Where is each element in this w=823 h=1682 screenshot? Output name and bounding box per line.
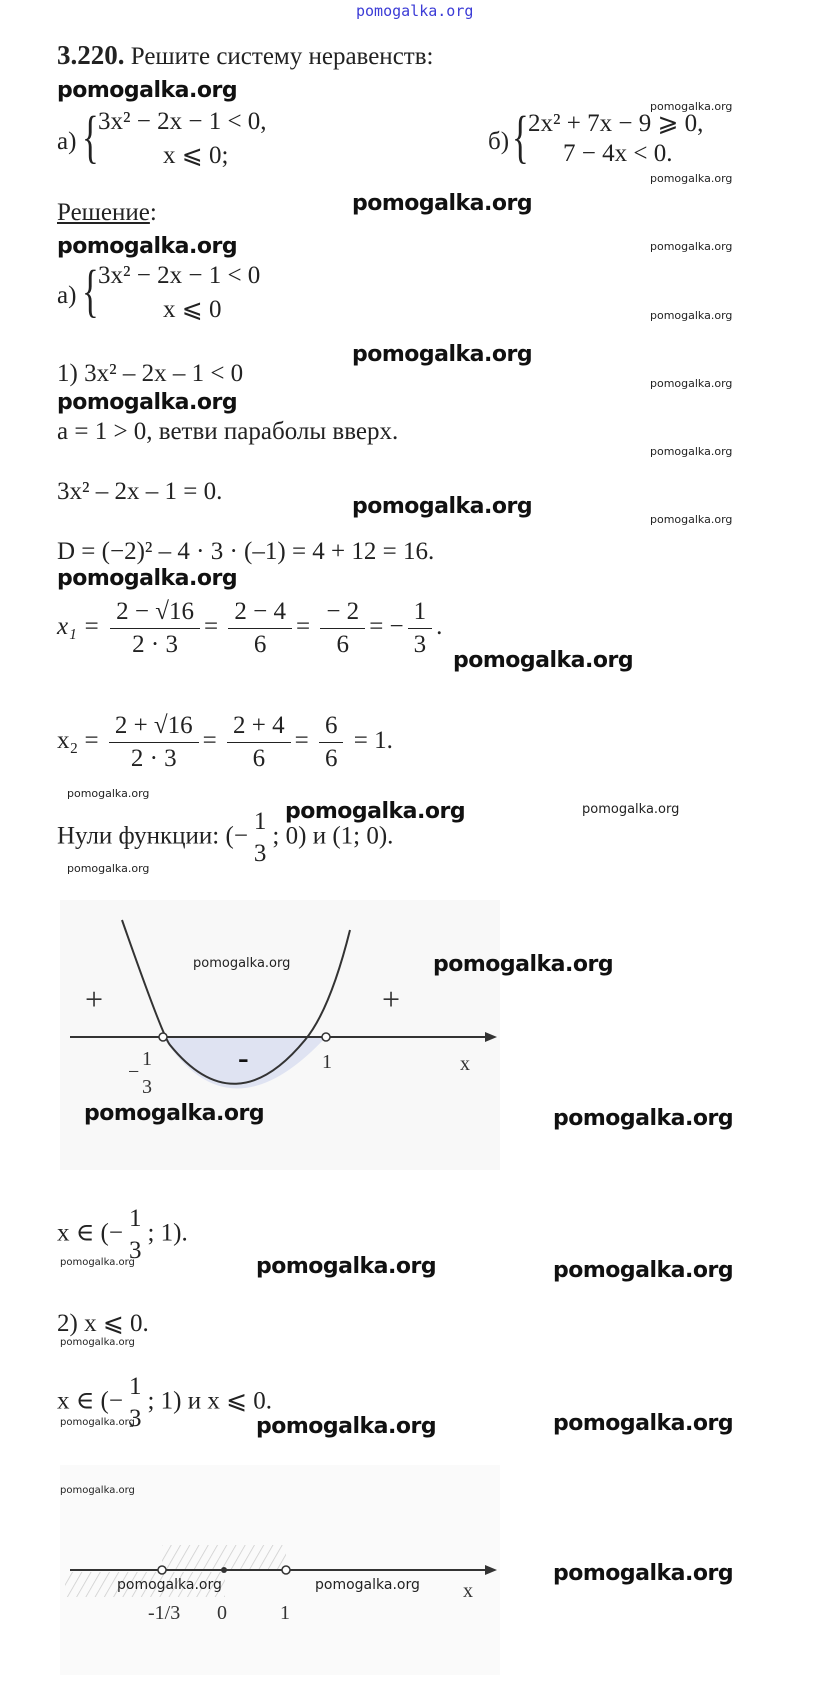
- denominator: 6: [336, 631, 349, 658]
- system-b-line2: 7 − 4x < 0.: [563, 140, 673, 167]
- numerator: 2 + 4: [227, 712, 291, 743]
- x1-end: .: [436, 613, 443, 641]
- system-a-label: а): [57, 128, 77, 155]
- tick-label-neg: -1/3: [148, 1602, 181, 1624]
- watermark: pomogalka.org: [352, 342, 533, 367]
- denominator: 3: [253, 840, 267, 867]
- watermark: pomogalka.org: [315, 1577, 420, 1593]
- filled-point: [221, 1567, 227, 1573]
- x1-lhs: x₁ =: [57, 613, 100, 641]
- watermark: pomogalka.org: [57, 390, 238, 415]
- denominator: 3: [128, 1405, 142, 1432]
- discriminant: D = (−2)² – 4 · 3 · (–1) = 4 + 12 = 16.: [57, 538, 435, 565]
- solution-heading-text: Решение: [57, 199, 150, 226]
- denominator: 6: [253, 631, 267, 658]
- axis-label: x: [463, 1580, 473, 1602]
- watermark: pomogalka.org: [84, 1101, 265, 1126]
- x2-lhs: x₂ =: [57, 727, 99, 755]
- watermark: pomogalka.org: [650, 309, 733, 322]
- watermark: pomogalka.org: [60, 1257, 135, 1268]
- system-a-line2: x ⩽ 0;: [163, 142, 229, 169]
- brace-icon: {: [82, 104, 99, 169]
- numerator: 2 − √16: [110, 598, 200, 629]
- watermark: pomogalka.org: [553, 1258, 734, 1283]
- parabola-graph: [60, 900, 500, 1170]
- watermark: pomogalka.org: [285, 799, 466, 824]
- watermark: pomogalka.org: [57, 566, 238, 591]
- numerator: − 2: [320, 598, 365, 629]
- hatch-interval-1: [162, 1545, 286, 1570]
- watermark: pomogalka.org: [582, 802, 680, 817]
- watermark: pomogalka.org: [67, 862, 150, 875]
- denominator: 2 · 3: [132, 631, 178, 658]
- interval-pre: x ∈ (−: [57, 1219, 123, 1247]
- brace-icon: {: [512, 104, 529, 169]
- denominator: 6: [252, 745, 266, 772]
- watermark: pomogalka.org: [352, 494, 533, 519]
- quadratic-equation: 3x² – 2x – 1 = 0.: [57, 478, 223, 505]
- watermark: pomogalka.org: [117, 1577, 222, 1593]
- watermark: pomogalka.org: [60, 1337, 135, 1348]
- brace-icon: {: [82, 258, 99, 323]
- numerator: 2 + √16: [109, 712, 199, 743]
- root-x2: x₂ = $\frac{2 + √16}{2 \cdot 3}$ = $\frac{2 + 4}{6}$ = $\frac{6}{6}$ = 1.: [57, 712, 393, 772]
- system-b-label: б): [488, 128, 510, 155]
- interval-pre: x ∈ (−: [57, 1387, 123, 1415]
- watermark: pomogalka.org: [256, 1414, 437, 1439]
- numerator: 1: [408, 598, 433, 629]
- plus-sign: +: [85, 981, 104, 1017]
- task-text: Решите систему неравенств:: [130, 43, 434, 70]
- watermark: pomogalka.org: [60, 1417, 135, 1428]
- branches-text: a = 1 > 0, ветви параболы вверх.: [57, 418, 399, 445]
- denominator: 3: [413, 631, 427, 658]
- tick-label-one: 1: [322, 1051, 332, 1073]
- watermark: pomogalka.org: [433, 952, 614, 977]
- watermark: pomogalka.org: [67, 787, 150, 800]
- watermark: pomogalka.org: [650, 240, 733, 253]
- watermark: pomogalka.org: [650, 445, 733, 458]
- denominator: 3: [128, 1237, 142, 1264]
- solution-system-line2: x ⩽ 0: [163, 296, 222, 323]
- watermark: pomogalka.org: [60, 1485, 135, 1496]
- watermark: pomogalka.org: [650, 100, 733, 113]
- x2-result: = 1.: [353, 727, 393, 755]
- solution-system-label: а): [57, 282, 77, 309]
- watermark: pomogalka.org: [553, 1411, 734, 1436]
- watermark: pomogalka.org: [193, 956, 291, 971]
- watermark: pomogalka.org: [453, 648, 634, 673]
- zeros-pre: Нули функции: (−: [57, 822, 248, 850]
- open-point: [282, 1566, 290, 1574]
- watermark: pomogalka.org: [256, 1254, 437, 1279]
- x1-result-prefix: = −: [369, 613, 404, 641]
- watermark: pomogalka.org: [57, 234, 238, 259]
- watermark: pomogalka.org: [650, 377, 733, 390]
- graph-background: [60, 900, 500, 1170]
- watermark: pomogalka.org: [57, 78, 238, 103]
- numerator: 1: [128, 1373, 142, 1400]
- tick-label-numerator: 1: [142, 1048, 152, 1070]
- numerator: 2 − 4: [228, 598, 292, 629]
- numerator: 1: [128, 1205, 142, 1232]
- interval-post: ; 1) и x ⩽ 0.: [147, 1387, 273, 1415]
- numerator: 1: [253, 808, 267, 835]
- watermark-top: pomogalka.org: [356, 2, 474, 20]
- watermark: pomogalka.org: [650, 513, 733, 526]
- tick-label-denominator: 3: [142, 1076, 152, 1098]
- solution-heading: Решение:: [57, 199, 157, 226]
- system-a-line1: 3x² − 2x − 1 < 0,: [98, 108, 267, 135]
- open-point: [158, 1566, 166, 1574]
- watermark: pomogalka.org: [553, 1106, 734, 1131]
- zeros-post: ; 0) и (1; 0).: [272, 822, 394, 850]
- axis-label: x: [460, 1053, 470, 1075]
- task-header: [57, 40, 433, 71]
- watermark: pomogalka.org: [553, 1561, 734, 1586]
- step-2: 2) x ⩽ 0.: [57, 1310, 149, 1337]
- root-x1: x₁ = $\frac{2 - √16}{2 \cdot 3}$ = $\frac{2 - 4}{6}$ = $\frac{- 2}{6}$ = − $\frac{1}{3}$ .: [57, 598, 443, 658]
- minus-sign: -: [238, 1039, 249, 1075]
- system-b-line1: 2x² + 7x − 9 ⩾ 0,: [528, 110, 704, 137]
- denominator: 2 · 3: [130, 745, 177, 772]
- tick-label-zero: 0: [217, 1602, 227, 1624]
- interval-1: [57, 1205, 188, 1265]
- open-point: [322, 1033, 330, 1041]
- plus-sign: +: [382, 981, 401, 1017]
- solution-system-line1: 3x² − 2x − 1 < 0: [98, 262, 261, 289]
- numerator: 6: [319, 712, 344, 743]
- task-number: 3.220.: [57, 40, 125, 70]
- step-1: 1) 3x² – 2x – 1 < 0: [57, 360, 244, 387]
- function-zeros: [57, 808, 393, 868]
- interval-post: ; 1).: [147, 1219, 188, 1247]
- open-point: [159, 1033, 167, 1041]
- watermark: pomogalka.org: [650, 172, 733, 185]
- denominator: 6: [324, 745, 338, 772]
- tick-label-one: 1: [280, 1602, 290, 1624]
- watermark: pomogalka.org: [352, 191, 533, 216]
- tick-label-sign: −: [128, 1061, 140, 1083]
- number-line-graph: [60, 1465, 500, 1675]
